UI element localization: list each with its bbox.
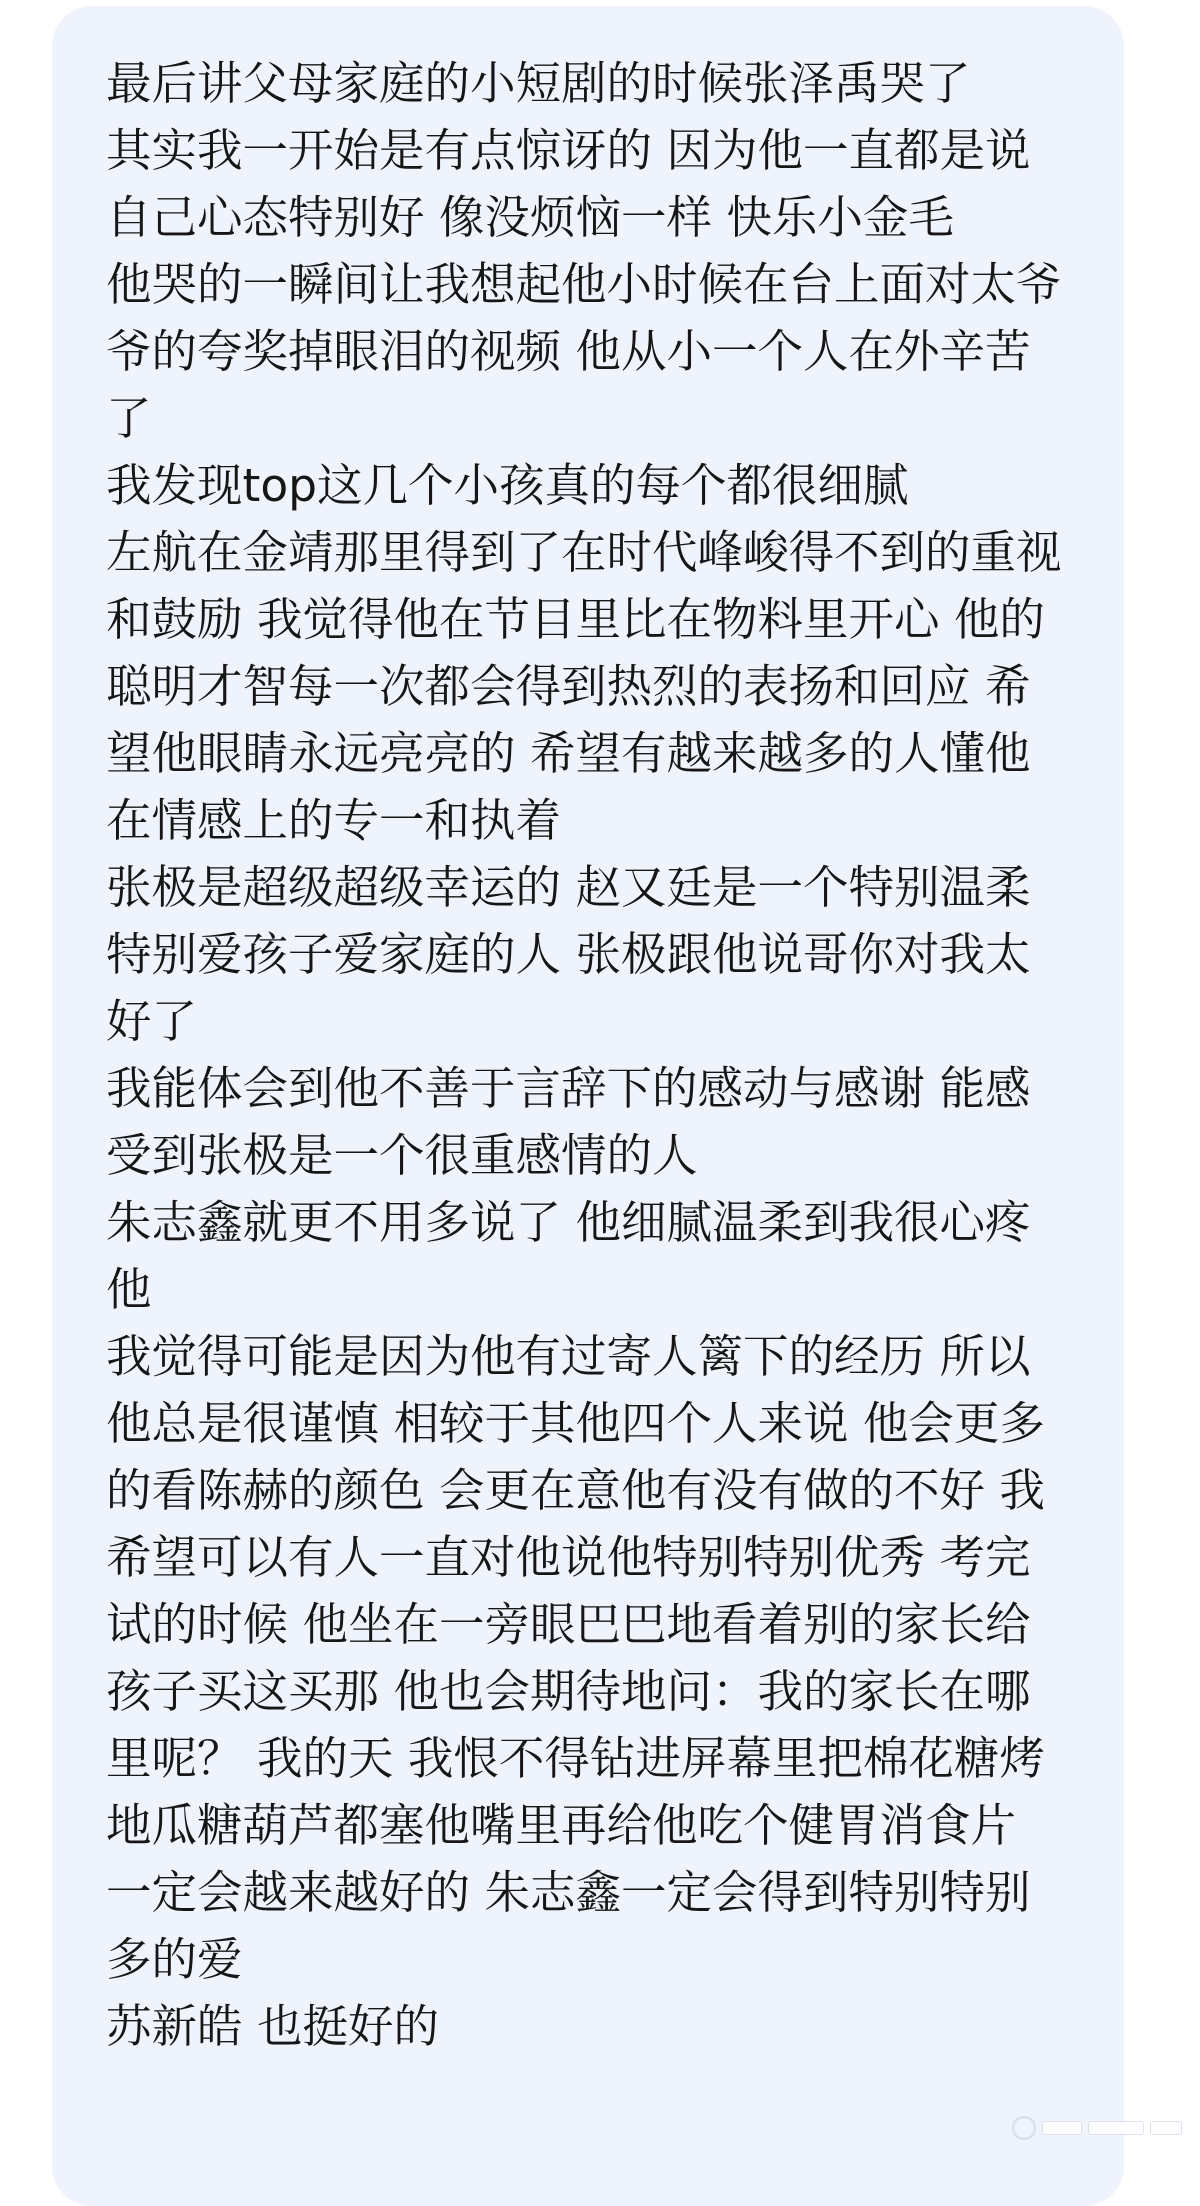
post-line: 其实我一开始是有点惊讶的 因为他一直都是说 (106, 124, 1031, 177)
post-line: 我觉得可能是因为他有过寄人篱下的经历 所以 (106, 1330, 1031, 1383)
post-text (106, 50, 1086, 2060)
post-line: 最后讲父母家庭的小短剧的时候张泽禹哭了 (106, 57, 971, 110)
post-line: 一定会越来越好的 朱志鑫一定会得到特别特别 (106, 1866, 1031, 1919)
post-line: 左航在金靖那里得到了在时代峰峻得不到的重视 (106, 526, 1062, 579)
post-line: 他哭的一瞬间让我想起他小时候在台上面对太爷 (106, 258, 1062, 311)
post-line: 朱志鑫就更不用多说了 他细腻温柔到我很心疼 (106, 1196, 1031, 1249)
post-line: 了 (106, 392, 152, 445)
post-line: 多的爱 (106, 1933, 243, 1986)
profile-circle-icon (1012, 2116, 1036, 2140)
post-line: 受到张极是一个很重感情的人 (106, 1129, 698, 1182)
post-line: 好了 (106, 995, 198, 1048)
post-line: 地瓜糖葫芦都塞他嘴里再给他吃个健胃消食片 (106, 1799, 1017, 1852)
post-line: 特别爱孩子爱家庭的人 张极跟他说哥你对我太 (106, 928, 1031, 981)
post-line: 我能体会到他不善于言辞下的感动与感谢 能感 (106, 1062, 1031, 1115)
watermark (1012, 2116, 1182, 2140)
watermark-mark (1088, 2121, 1144, 2135)
post-line: 他 (106, 1263, 152, 1316)
post-line: 希望可以有人一直对他说他特别特别优秀 考完 (106, 1531, 1031, 1584)
post-line: 里呢？ 我的天 我恨不得钻进屏幕里把棉花糖烤 (106, 1732, 1045, 1785)
post-line: 在情感上的专一和执着 (106, 794, 562, 847)
post-line: 望他眼睛永远亮亮的 希望有越来越多的人懂他 (106, 727, 1031, 780)
post-line: 孩子买这买那 他也会期待地问：我的家长在哪 (106, 1665, 1031, 1718)
post-line: 爷的夸奖掉眼泪的视频 他从小一个人在外辛苦 (106, 325, 1031, 378)
post-line: 苏新皓 也挺好的 (106, 2000, 439, 2053)
post-line: 的看陈赫的颜色 会更在意他有没有做的不好 我 (106, 1464, 1045, 1517)
post-line: 和鼓励 我觉得他在节目里比在物料里开心 他的 (106, 593, 1045, 646)
post-line: 聪明才智每一次都会得到热烈的表扬和回应 希 (106, 660, 1031, 713)
post-line: 我发现top这几个小孩真的每个都很细腻 (106, 459, 909, 512)
post-line: 张极是超级超级幸运的 赵又廷是一个特别温柔 (106, 861, 1031, 914)
post-line: 试的时候 他坐在一旁眼巴巴地看着别的家长给 (106, 1598, 1031, 1651)
watermark-mark (1150, 2121, 1182, 2135)
post-line: 自己心态特别好 像没烦恼一样 快乐小金毛 (106, 191, 954, 244)
post-line: 他总是很谨慎 相较于其他四个人来说 他会更多 (106, 1397, 1045, 1450)
watermark-mark (1042, 2121, 1082, 2135)
